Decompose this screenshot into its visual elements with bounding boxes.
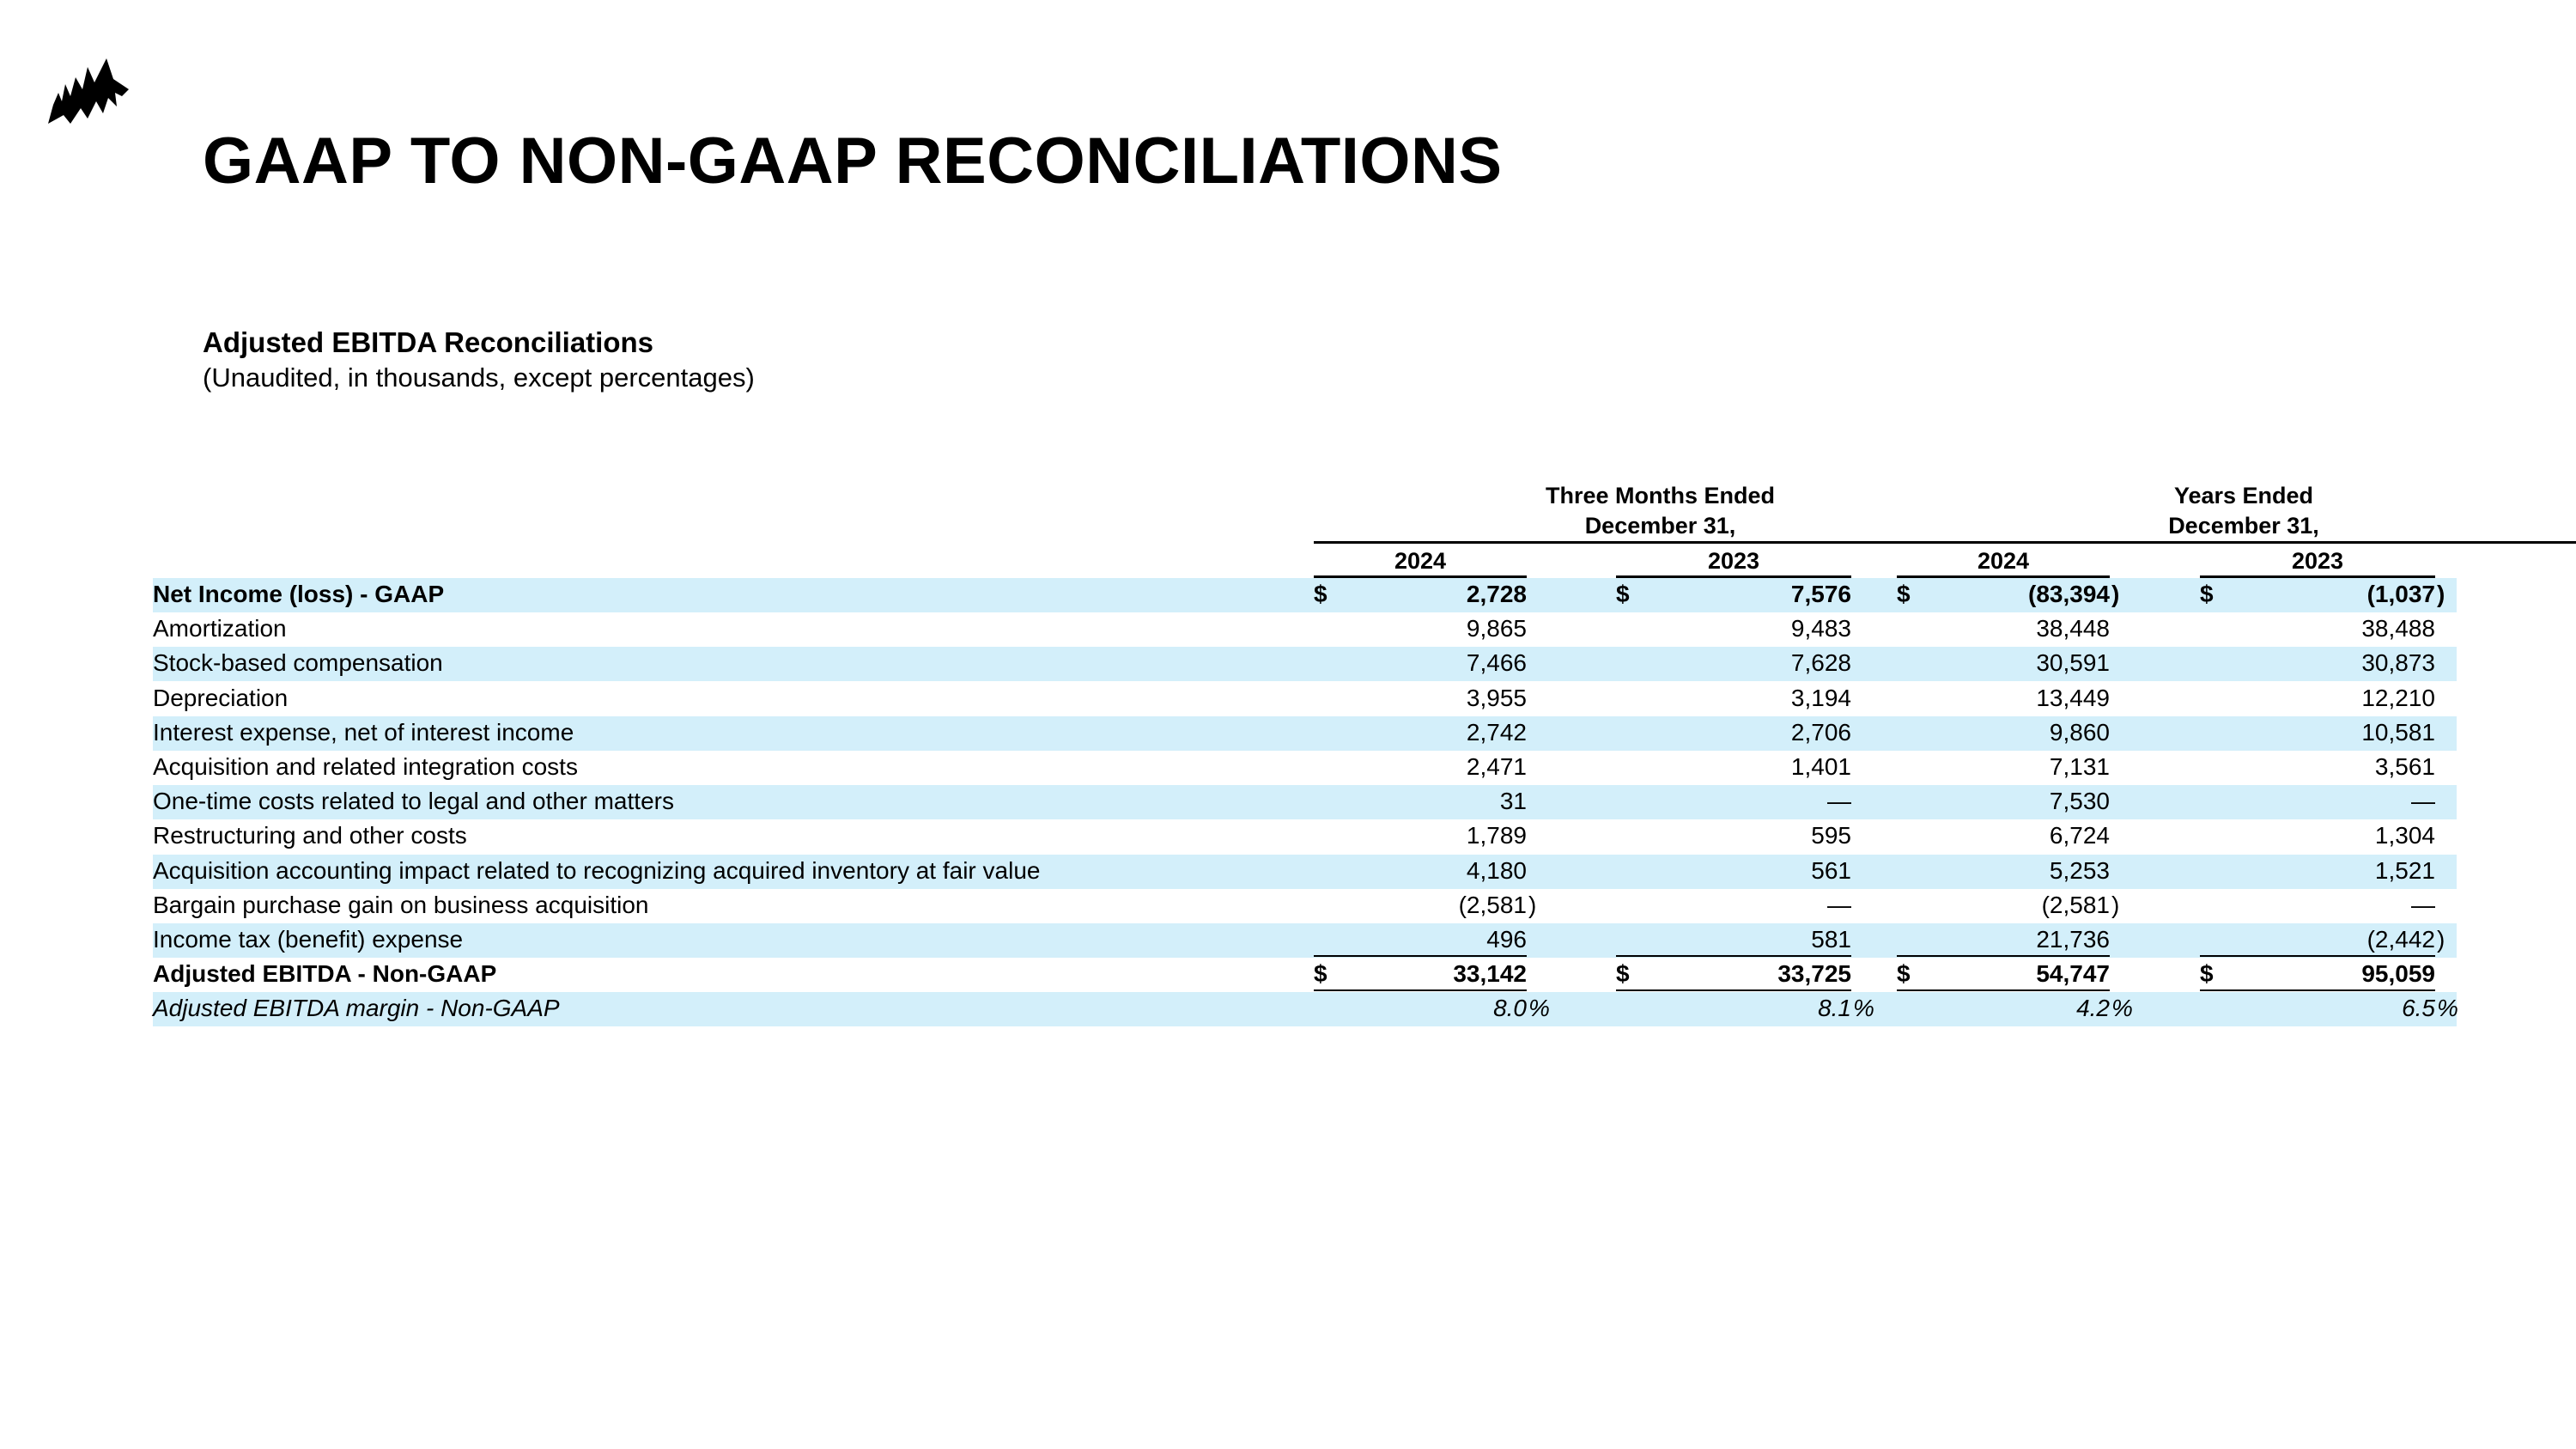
- cell-value: 4,180: [1466, 856, 1527, 884]
- value-cell: [1314, 819, 1527, 851]
- value-cell: [1897, 578, 2120, 610]
- value-cell: [2200, 855, 2435, 886]
- cell-value: 38,448: [2036, 615, 2110, 642]
- cell-value: 9,483: [1790, 615, 1851, 642]
- cell-value: 6,724: [2049, 822, 2110, 849]
- value-cell: [2200, 578, 2445, 610]
- cell-value: 1,521: [2374, 856, 2435, 884]
- cell-value: 7,628: [1790, 649, 1851, 677]
- cell-value: —: [1827, 788, 1851, 815]
- percent-suffix: %: [1528, 995, 1550, 1022]
- percent-suffix: %: [2437, 995, 2458, 1022]
- closing-paren: ): [2111, 891, 2120, 918]
- table-row: [153, 992, 2457, 1026]
- cell-value: 2,471: [1466, 753, 1527, 780]
- value-cell: [1616, 751, 1851, 782]
- row-label: Net Income (loss) - GAAP: [153, 581, 445, 607]
- value-cell: [2200, 716, 2435, 748]
- cell-value: —: [2411, 891, 2435, 918]
- value-cell: [1897, 855, 2110, 886]
- year-header-fy-2023: 2023: [2200, 546, 2435, 578]
- year-header-fy-2024: 2024: [1897, 546, 2110, 578]
- value-cell: [1314, 992, 1550, 1024]
- table-row: [153, 647, 2457, 681]
- closing-paren: ): [2437, 581, 2445, 607]
- value-cell: [1314, 647, 1527, 679]
- cell-value: 7,131: [2049, 753, 2110, 780]
- cell-value: 3,194: [1790, 684, 1851, 711]
- sail-logo-icon: [45, 45, 131, 131]
- value-cell: [1314, 889, 1537, 921]
- row-label: Adjusted EBITDA margin - Non-GAAP: [153, 995, 560, 1022]
- value-cell: [1314, 716, 1527, 748]
- cell-value: 496: [1486, 926, 1527, 953]
- currency-symbol: $: [2200, 960, 2214, 988]
- value-cell: [1616, 612, 1851, 644]
- value-cell: [1616, 992, 1874, 1024]
- value-cell: [2200, 647, 2435, 679]
- percent-suffix: %: [2111, 995, 2133, 1022]
- value-cell: [1616, 785, 1851, 817]
- value-cell: [1314, 958, 1527, 995]
- row-label: One-time costs related to legal and other matters: [153, 788, 674, 815]
- cell-value: 3,955: [1466, 684, 1527, 711]
- cell-value: 12,210: [2361, 684, 2435, 711]
- table-row: [153, 682, 2457, 716]
- row-label: Interest expense, net of interest income: [153, 718, 574, 746]
- table-row: [153, 785, 2457, 819]
- value-cell: [2200, 819, 2435, 851]
- cell-value: 7,576: [1790, 581, 1851, 607]
- value-cell: [2200, 785, 2435, 817]
- cell-value: —: [2411, 788, 2435, 815]
- currency-symbol: $: [1897, 960, 1911, 988]
- cell-value: 9,860: [2049, 718, 2110, 746]
- value-cell: [2200, 751, 2435, 782]
- value-cell: [1314, 612, 1527, 644]
- value-cell: [2200, 992, 2458, 1024]
- row-label: Restructuring and other costs: [153, 822, 467, 849]
- value-cell: [1314, 785, 1527, 817]
- year-header-3m-2024: 2024: [1314, 546, 1527, 578]
- table-row: [153, 819, 2457, 854]
- value-cell: [1616, 647, 1851, 679]
- value-cell: [1897, 992, 2133, 1024]
- cell-value: 54,747: [2036, 960, 2110, 988]
- section-title: Adjusted EBITDA Reconciliations: [203, 326, 654, 358]
- value-cell: [1897, 889, 2120, 921]
- currency-symbol: $: [1897, 581, 1911, 607]
- row-label: Acquisition and related integration costs: [153, 753, 578, 780]
- cell-value: 95,059: [2361, 960, 2435, 988]
- cell-value: (83,394: [2028, 581, 2110, 607]
- value-cell: [1897, 682, 2110, 714]
- cell-value: (2,442: [2366, 926, 2435, 953]
- row-label: Bargain purchase gain on business acquisition: [153, 891, 649, 918]
- value-cell: [1616, 889, 1851, 921]
- cell-value: 10,581: [2361, 718, 2435, 746]
- section-subtitle: (Unaudited, in thousands, except percentages): [203, 362, 755, 393]
- closing-paren: ): [1528, 891, 1537, 918]
- cell-value: 1,789: [1466, 822, 1527, 849]
- table-row: [153, 923, 2457, 958]
- value-cell: [1616, 855, 1851, 886]
- cell-value: 581: [1811, 926, 1851, 953]
- cell-value: 33,142: [1453, 960, 1527, 988]
- cell-value: 33,725: [1777, 960, 1851, 988]
- value-cell: [1897, 716, 2110, 748]
- row-label: Stock-based compensation: [153, 649, 443, 677]
- value-cell: [1616, 958, 1851, 995]
- value-cell: [1616, 923, 1851, 957]
- cell-value: 31: [1499, 788, 1527, 815]
- cell-value: 8.0: [1493, 995, 1527, 1022]
- cell-value: 7,530: [2049, 788, 2110, 815]
- value-cell: [1897, 923, 2110, 957]
- value-cell: [1616, 716, 1851, 748]
- value-cell: [1897, 785, 2110, 817]
- cell-value: (2,581: [1458, 891, 1527, 918]
- value-cell: [1616, 682, 1851, 714]
- percent-suffix: %: [1853, 995, 1874, 1022]
- value-cell: [1314, 751, 1527, 782]
- value-cell: [1314, 855, 1527, 886]
- cell-value: 38,488: [2361, 615, 2435, 642]
- value-cell: [1314, 578, 1527, 610]
- value-cell: [1897, 958, 2110, 995]
- year-header-3m-2023: 2023: [1616, 546, 1851, 578]
- table-row: [153, 889, 2457, 923]
- cell-value: 21,736: [2036, 926, 2110, 953]
- cell-value: 6.5: [2402, 995, 2435, 1022]
- cell-value: 30,591: [2036, 649, 2110, 677]
- cell-value: 4.2: [2076, 995, 2110, 1022]
- row-label: Depreciation: [153, 684, 289, 711]
- value-cell: [1897, 819, 2110, 851]
- cell-value: 3,561: [2374, 753, 2435, 780]
- group-header-years: Years Ended December 31,: [1897, 481, 2576, 544]
- value-cell: [2200, 889, 2435, 921]
- cell-value: 561: [1811, 856, 1851, 884]
- cell-value: 1,304: [2374, 822, 2435, 849]
- value-cell: [1897, 612, 2110, 644]
- cell-value: 9,865: [1466, 615, 1527, 642]
- cell-value: (2,581: [2041, 891, 2110, 918]
- currency-symbol: $: [1616, 960, 1630, 988]
- value-cell: [2200, 958, 2435, 995]
- value-cell: [1314, 682, 1527, 714]
- value-cell: [1897, 751, 2110, 782]
- value-cell: [2200, 923, 2445, 957]
- cell-value: 2,706: [1790, 718, 1851, 746]
- table-row: [153, 578, 2457, 612]
- group-header-three-months: Three Months Ended December 31,: [1314, 481, 2007, 544]
- row-label: Income tax (benefit) expense: [153, 926, 464, 953]
- cell-value: 30,873: [2361, 649, 2435, 677]
- closing-paren: ): [2111, 581, 2120, 607]
- currency-symbol: $: [1314, 581, 1327, 607]
- cell-value: 2,728: [1466, 581, 1527, 607]
- value-cell: [1314, 923, 1527, 957]
- row-label: Adjusted EBITDA - Non-GAAP: [153, 960, 497, 988]
- currency-symbol: $: [1616, 581, 1630, 607]
- value-cell: [1897, 647, 2110, 679]
- currency-symbol: $: [1314, 960, 1327, 988]
- table-row: [153, 612, 2457, 647]
- row-label: Amortization: [153, 615, 287, 642]
- cell-value: (1,037: [2366, 581, 2435, 607]
- row-label: Acquisition accounting impact related to recognizing acquired inventory at fair value: [153, 856, 1041, 884]
- table-row: [153, 716, 2457, 751]
- cell-value: 5,253: [2049, 856, 2110, 884]
- table-row: [153, 751, 2457, 785]
- cell-value: 13,449: [2036, 684, 2110, 711]
- cell-value: 2,742: [1466, 718, 1527, 746]
- cell-value: 7,466: [1466, 649, 1527, 677]
- cell-value: 595: [1811, 822, 1851, 849]
- cell-value: —: [1827, 891, 1851, 918]
- page-title: GAAP TO NON-GAAP RECONCILIATIONS: [203, 125, 1503, 198]
- cell-value: 8.1: [1818, 995, 1851, 1022]
- table-row: [153, 958, 2457, 992]
- value-cell: [1616, 819, 1851, 851]
- value-cell: [2200, 612, 2435, 644]
- value-cell: [1616, 578, 1851, 610]
- value-cell: [2200, 682, 2435, 714]
- currency-symbol: $: [2200, 581, 2214, 607]
- table-row: [153, 855, 2457, 889]
- cell-value: 1,401: [1790, 753, 1851, 780]
- closing-paren: ): [2437, 926, 2445, 953]
